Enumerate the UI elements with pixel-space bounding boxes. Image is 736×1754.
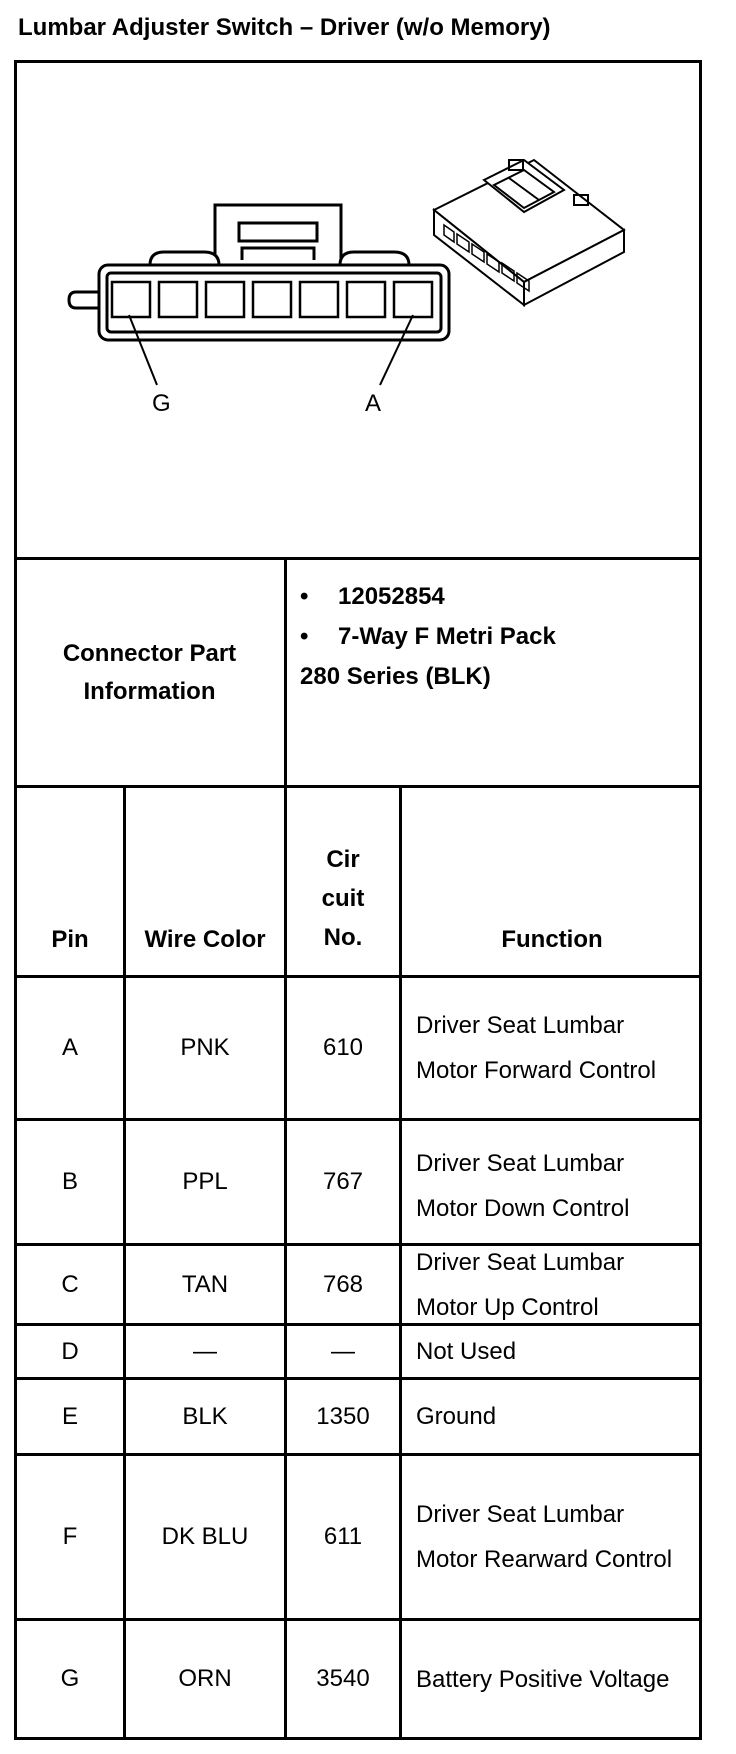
row-d-function: Not Used bbox=[416, 1338, 517, 1365]
row-d-circuit: — bbox=[331, 1337, 355, 1365]
row-d-pin: D bbox=[61, 1337, 79, 1365]
row-b-function: Driver Seat Lumbar Motor Down Control bbox=[416, 1150, 630, 1222]
connector-part-info-label: Connector Part Information bbox=[62, 639, 237, 705]
connector-iso-view bbox=[434, 160, 624, 305]
connector-diagram bbox=[14, 60, 702, 560]
row-e-function: Ground bbox=[416, 1403, 497, 1430]
page-title: Lumbar Adjuster Switch – Driver (w/o Memory) bbox=[18, 14, 551, 41]
row-b-circuit: 767 bbox=[322, 1168, 364, 1195]
row-c-circuit: 768 bbox=[322, 1270, 364, 1298]
row-g-pin: G bbox=[60, 1665, 80, 1692]
row-b-pin: B bbox=[61, 1168, 78, 1195]
row-d-wire-color: — bbox=[193, 1337, 217, 1365]
row-f-wire-color: DK BLU bbox=[161, 1523, 249, 1550]
connector-series: 280 Series (BLK) bbox=[300, 663, 491, 690]
row-b-wire-color: PPL bbox=[182, 1168, 228, 1195]
row-g-circuit: 3540 bbox=[316, 1665, 370, 1692]
connector-face-view bbox=[69, 205, 449, 385]
part-number-item: • 12052854 bbox=[300, 583, 445, 610]
row-c-pin: C bbox=[61, 1270, 79, 1298]
pin-label-a: A bbox=[365, 390, 382, 417]
row-a-wire-color: PNK bbox=[180, 1034, 230, 1061]
header-wire-color: Wire Color bbox=[144, 926, 266, 953]
header-pin: Pin bbox=[51, 926, 89, 953]
row-f-circuit: 611 bbox=[323, 1523, 363, 1550]
row-f-function: Driver Seat Lumbar Motor Rearward Control bbox=[416, 1501, 673, 1573]
row-e-circuit: 1350 bbox=[316, 1402, 370, 1430]
header-circuit-no: Cir cuit No. bbox=[321, 846, 365, 951]
row-f-pin: F bbox=[62, 1523, 78, 1550]
connector-type-item: • 7-Way F Metri Pack bbox=[300, 623, 556, 650]
connector-type: 7-Way F Metri Pack bbox=[338, 623, 556, 650]
row-c-wire-color: TAN bbox=[181, 1270, 229, 1298]
row-g-function: Battery Positive Voltage bbox=[416, 1665, 670, 1693]
row-a-function: Driver Seat Lumbar Motor Forward Control bbox=[416, 1012, 657, 1084]
row-c-function: Driver Seat Lumbar Motor Up Control bbox=[416, 1248, 625, 1321]
header-function: Function bbox=[501, 926, 603, 953]
row-e-wire-color: BLK bbox=[182, 1402, 228, 1430]
part-number: 12052854 bbox=[338, 583, 445, 610]
pin-label-g: G bbox=[152, 390, 171, 417]
row-g-wire-color: ORN bbox=[178, 1665, 232, 1692]
row-a-circuit: 610 bbox=[322, 1034, 364, 1061]
row-a-pin: A bbox=[61, 1034, 78, 1061]
connector-part-info bbox=[300, 577, 556, 697]
connector-drawing bbox=[14, 60, 702, 560]
row-e-pin: E bbox=[61, 1402, 78, 1430]
